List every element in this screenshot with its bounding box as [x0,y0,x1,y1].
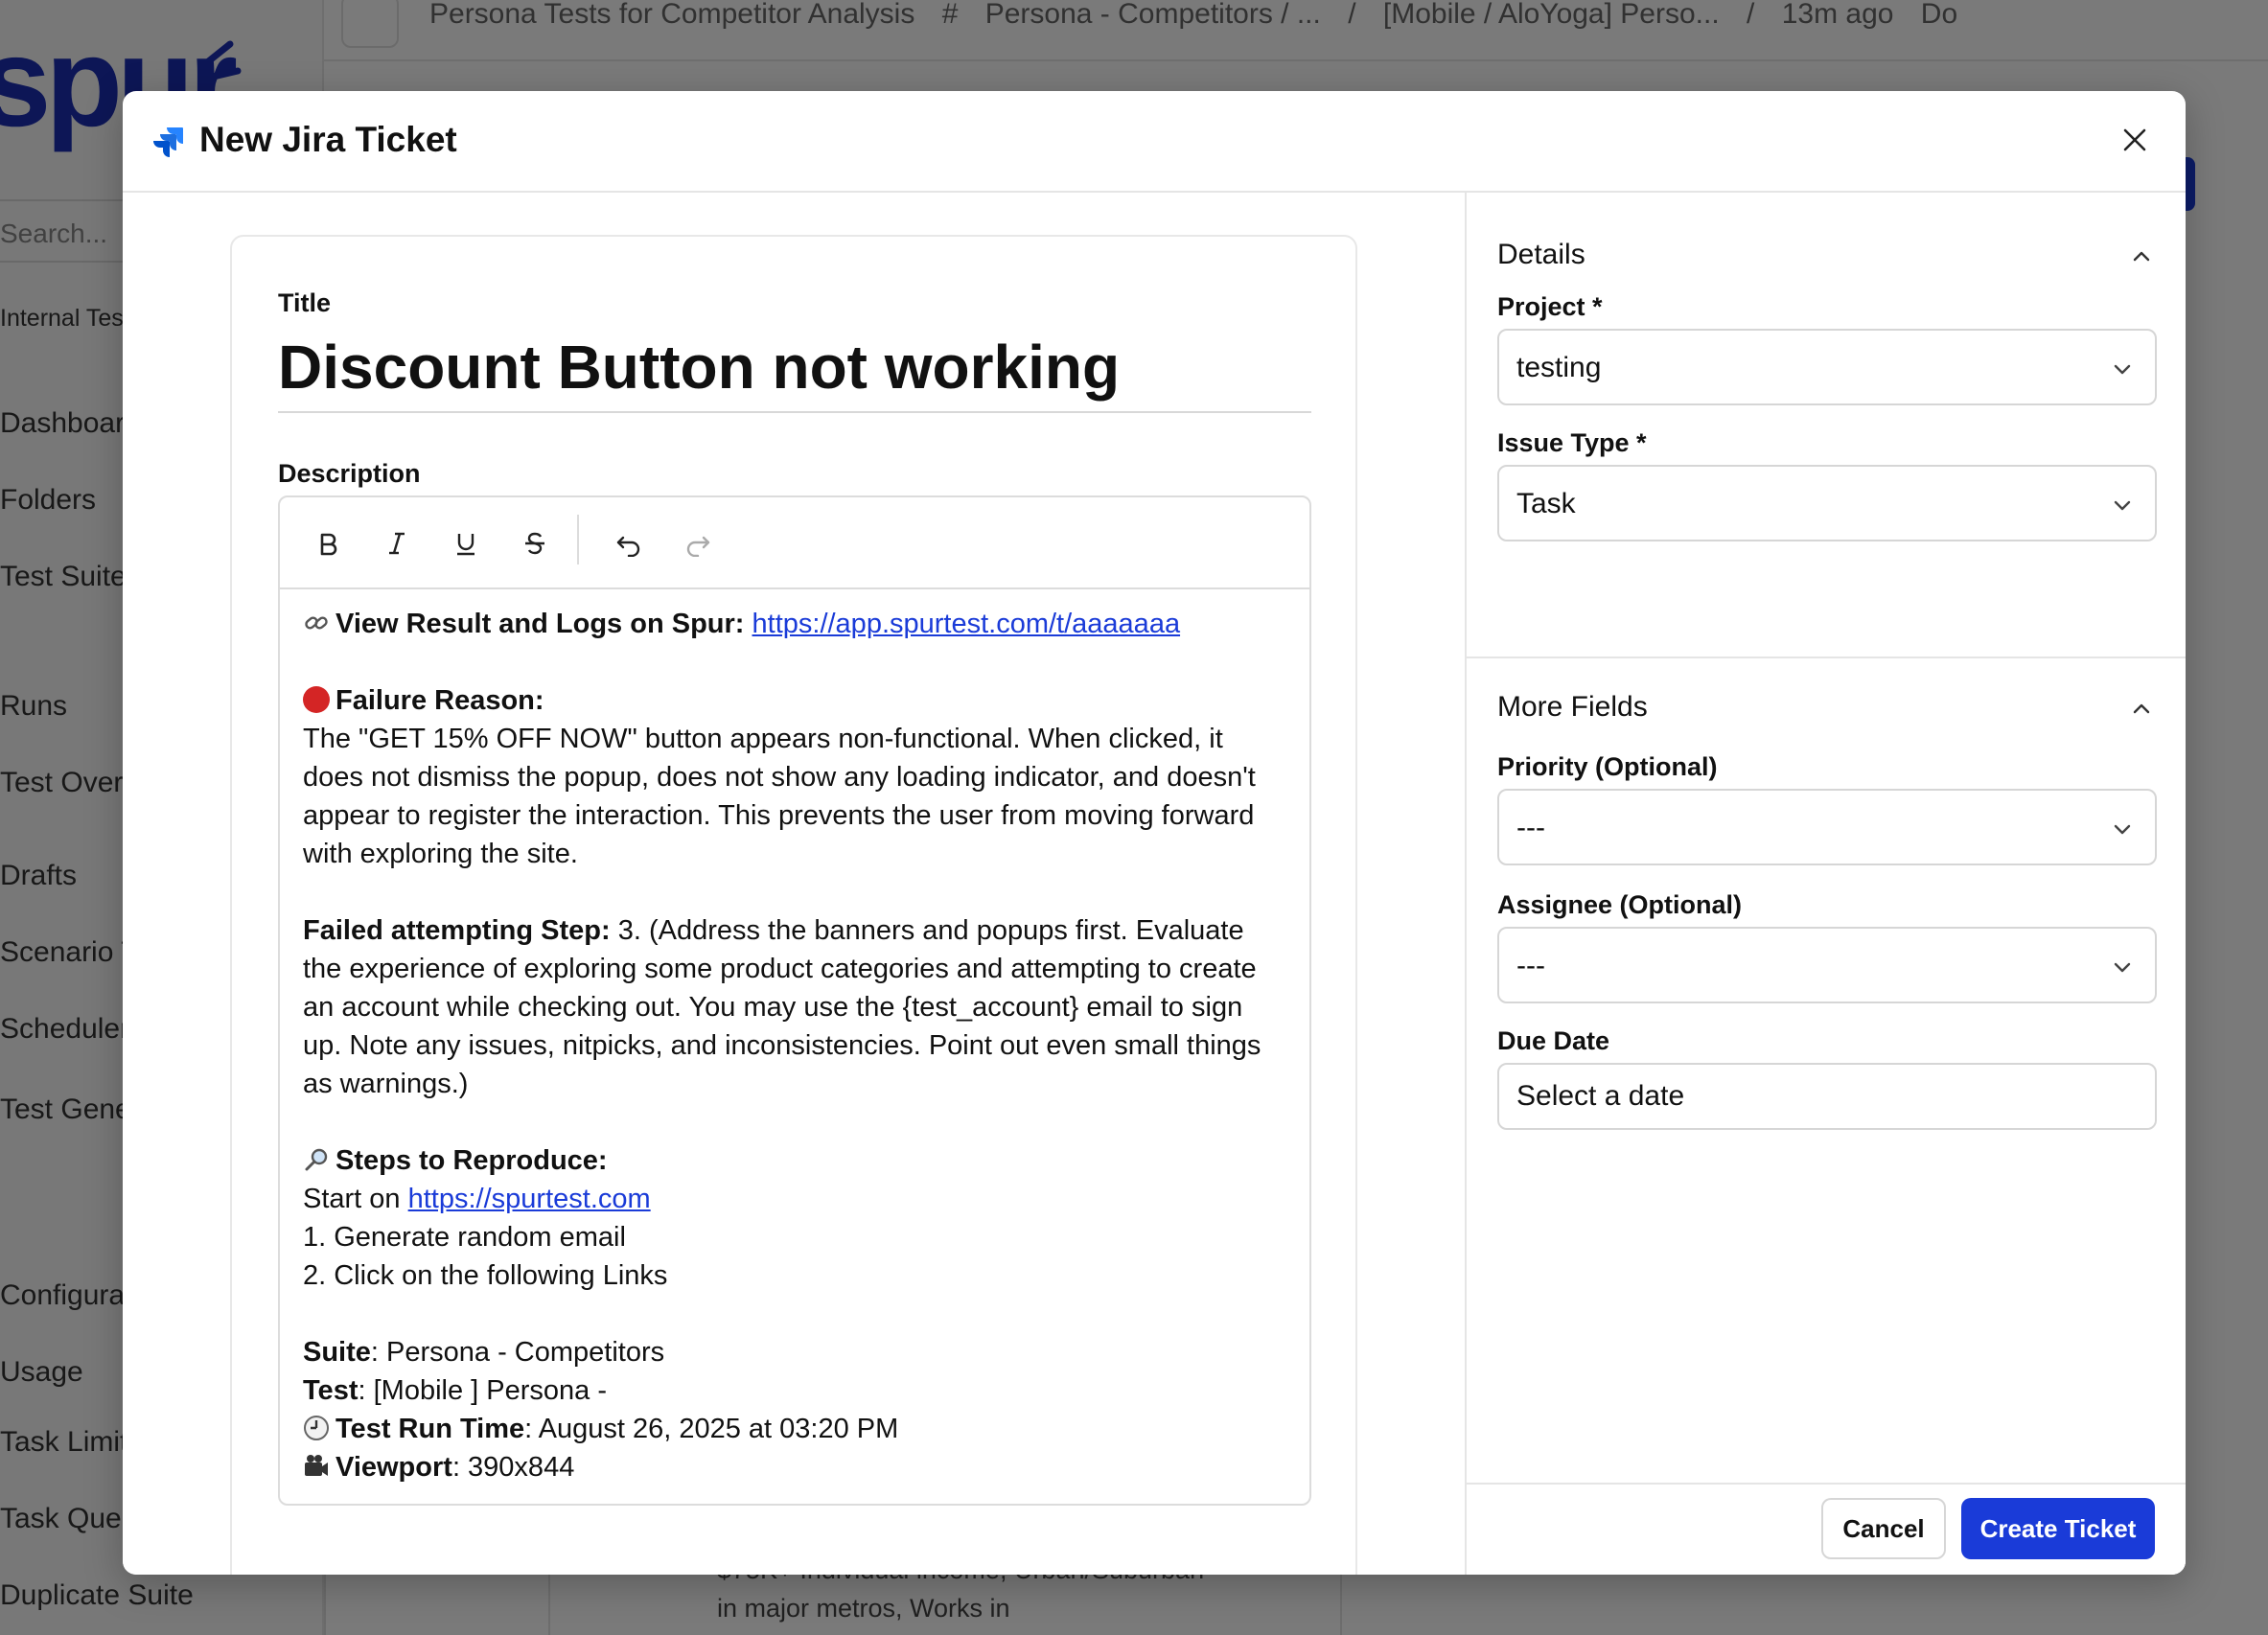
title-input[interactable] [278,323,1311,413]
step-1: 1. Generate random email [303,1222,626,1253]
blank-line [303,643,1286,681]
chevron-up-icon[interactable] [2128,695,2155,722]
clock-icon [303,1415,330,1441]
failure-reason-text: The "GET 15% OFF NOW" button appears non-functional. When clicked, it does not dismiss the popup, does not show any loading indicator, and doesn't appear to register the interaction. This prevents the user from moving forward with exploring the site. [303,724,1256,869]
step-2: 2. Click on the following Links [303,1260,668,1291]
priority-select[interactable] [1497,789,2157,865]
close-icon [2122,127,2147,152]
cancel-button[interactable]: Cancel [1821,1498,1946,1559]
failure-reason-label: Failure Reason: [336,685,544,716]
failed-step-text: 3. (Address the banners and popups first. Evaluate the experience of exploring some product categories and attempting to create an account while checking out. You may use the {test_account} email to sign up. Note any issues, nitpicks, and inconsistencies. Point out even small things as warnings.) [303,915,1261,1099]
modal-header [123,91,2186,193]
result-label: View Result and Logs on Spur [336,609,735,639]
viewport-line: Viewport: 390x844 [303,1448,1286,1486]
issue-type-label: Issue Type * [1497,428,1647,457]
issue-type-value: Task [1516,488,1576,519]
steps-heading [303,1141,1286,1180]
redo-button[interactable] [673,518,723,568]
link-icon [303,610,330,636]
title-label: Title [278,288,332,317]
bold-icon [314,530,341,557]
description-label: Description [278,459,421,488]
new-jira-ticket-modal [123,91,2186,1575]
jira-icon [150,122,188,160]
underline-button[interactable] [441,518,491,568]
blank-line [303,1295,1286,1333]
project-value: testing [1516,352,1602,383]
chevron-down-icon [2111,818,2134,841]
test-line: Test: [Mobile ] Persona - [303,1375,607,1406]
underline-icon [452,530,479,557]
editor-card [230,235,1357,1575]
chevron-up-icon[interactable] [2128,242,2155,269]
italic-icon [383,530,410,557]
details-pane [1465,193,2186,1575]
run-time-line: Test Run Time: August 26, 2025 at 03:20 PM [303,1410,1286,1448]
details-header[interactable]: Details [1497,239,1585,270]
assignee-label: Assignee (Optional) [1497,890,1743,919]
italic-button[interactable] [372,518,422,568]
failed-step-label: Failed attempting Step: [303,915,611,946]
editor-pane [123,193,1465,1575]
close-button[interactable] [2113,118,2157,162]
blank-line [303,873,1286,911]
result-link[interactable]: https://app.spurtest.com/t/aaaaaaa [752,609,1181,639]
assignee-select[interactable] [1497,927,2157,1003]
red-circle-icon [303,686,330,713]
undo-icon [614,530,643,557]
toolbar-separator [577,515,579,564]
issue-type-select[interactable] [1497,465,2157,541]
editor-toolbar [280,497,1309,589]
due-date-label: Due Date [1497,1026,1610,1055]
chevron-down-icon [2111,494,2134,517]
camera-icon [303,1453,330,1480]
modal-title: New Jira Ticket [199,120,457,159]
chevron-down-icon [2111,956,2134,979]
modal-footer [1467,1483,2186,1575]
more-fields-header[interactable]: More Fields [1497,691,1648,723]
bold-button[interactable] [303,518,353,568]
start-on-line: Start on https://spurtest.com [303,1184,651,1214]
failed-step-paragraph [303,911,1286,1103]
section-divider [1467,656,2186,658]
steps-label: Steps to Reproduce: [336,1145,608,1176]
failure-reason-heading [303,681,1286,720]
priority-label: Priority (Optional) [1497,752,1718,781]
create-ticket-button[interactable]: Create Ticket [1961,1498,2155,1559]
strikethrough-icon [521,530,548,557]
project-label: Project * [1497,292,1603,321]
strikethrough-button[interactable] [510,518,560,568]
suite-line: Suite: Persona - Competitors [303,1337,665,1368]
start-link[interactable]: https://spurtest.com [407,1184,651,1214]
undo-button[interactable] [604,518,654,568]
description-content[interactable] [280,589,1309,1486]
project-select[interactable] [1497,329,2157,405]
magnifier-icon [303,1146,330,1173]
blank-line [303,1103,1286,1141]
chevron-down-icon [2111,357,2134,380]
description-editor [278,495,1311,1506]
priority-value: --- [1516,812,1545,843]
redo-icon [683,530,712,557]
result-line: View Result and Logs on Spur: https://app.spurtest.com/t/aaaaaaa [303,605,1286,643]
due-date-input[interactable]: Select a date [1497,1063,2157,1130]
assignee-value: --- [1516,950,1545,981]
